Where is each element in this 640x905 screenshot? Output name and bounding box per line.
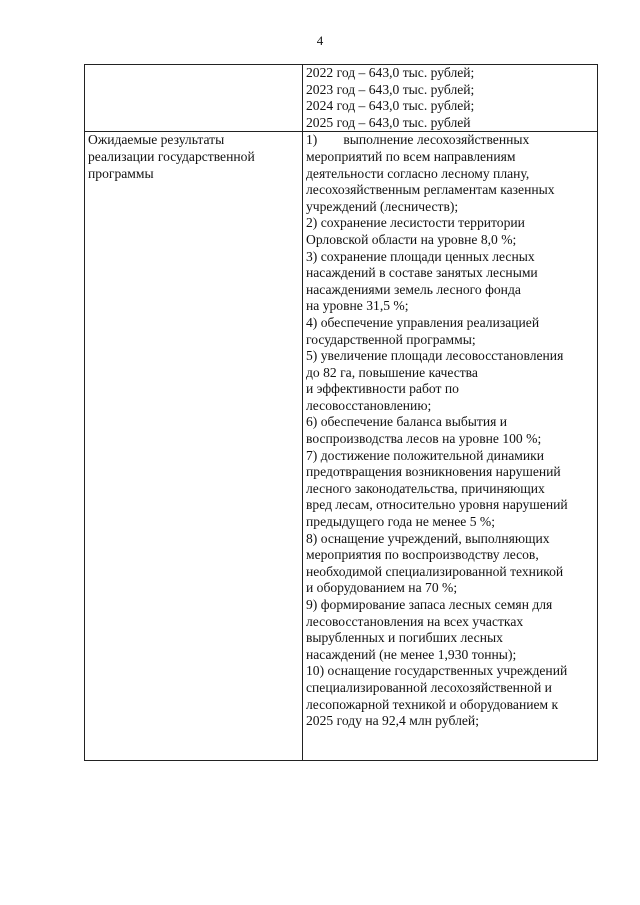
results-line: 9) формирование запаса лесных семян для	[306, 597, 553, 612]
results-item-1-number: 1)	[306, 132, 318, 148]
funding-line-2022: 2022 год – 643,0 тыс. рублей;	[306, 65, 475, 80]
results-line: необходимой специализированной техникой	[306, 563, 564, 579]
results-line: учреждений (лесничеств);	[306, 198, 459, 214]
funding-line-2025: 2025 год – 643,0 тыс. рублей	[306, 114, 471, 130]
page-number: 4	[316, 33, 324, 48]
results-line: 6) обеспечение баланса выбытия и	[306, 414, 508, 430]
funding-line-2024: 2024 год – 643,0 тыс. рублей;	[306, 98, 475, 114]
results-item-1-text: выполнение лесохозяйственных	[343, 132, 530, 148]
results-line: на уровне 31,5 %;	[306, 298, 409, 314]
results-line: насаждений в составе занятых лесными	[306, 265, 538, 281]
results-line: 4) обеспечение управления реализацией	[306, 314, 540, 330]
results-line: до 82 га, повышение качества	[306, 364, 478, 380]
results-line: специализированной лесохозяйственной и	[306, 679, 552, 695]
results-line: 7) достижение положительной динамики	[306, 447, 545, 463]
results-line: и эффективности работ по	[306, 381, 459, 397]
results-line: мероприятия по воспроизводству лесов,	[306, 547, 539, 563]
results-label-line: Ожидаемые результаты	[88, 132, 225, 148]
table-row-funding	[85, 65, 598, 132]
results-line: насаждений (не менее 1,930 тонны);	[306, 646, 517, 662]
results-line: 2) сохранение лесистости территории	[306, 215, 525, 231]
results-value-cell	[303, 132, 598, 761]
results-line: 3) сохранение площади ценных лесных	[306, 248, 535, 264]
results-line: лесного законодательства, причиняющих	[306, 480, 545, 496]
results-line: лесохозяйственным регламентам казенных	[306, 182, 555, 198]
results-label-cell	[85, 132, 303, 761]
funding-value-cell	[303, 65, 598, 132]
results-line: лесопожарной техникой и оборудованием к	[306, 696, 559, 712]
results-line: предотвращения возникновения нарушений	[306, 464, 561, 480]
results-line: государственной программы;	[306, 331, 476, 347]
program-passport-table	[84, 64, 598, 761]
results-line: лесовосстановлению;	[306, 397, 432, 413]
results-line: Орловской области на уровне 8,0 %;	[306, 231, 517, 247]
funding-label-cell	[85, 65, 303, 132]
results-line: насаждениями земель лесного фонда	[306, 281, 521, 297]
funding-line-2023: 2023 год – 643,0 тыс. рублей;	[306, 81, 475, 97]
results-lines	[306, 149, 595, 730]
results-line: вред лесам, относительно уровня нарушений	[306, 497, 568, 513]
results-line: 5) увеличение площади лесовосстановления	[306, 348, 564, 364]
results-line: 10) оснащение государственных учреждений	[306, 663, 568, 679]
results-line: 2025 году на 92,4 млн рублей;	[306, 713, 479, 729]
results-label-line: реализации государственной	[88, 148, 255, 164]
results-line: и оборудованием на 70 %;	[306, 580, 458, 596]
results-label-line: программы	[88, 165, 154, 181]
results-line: предыдущего года не менее 5 %;	[306, 514, 495, 530]
results-line: вырубленных и погибших лесных	[306, 630, 503, 646]
results-line: деятельности согласно лесному плану,	[306, 165, 530, 181]
results-line: мероприятий по всем направлениям	[306, 148, 516, 164]
results-line: воспроизводства лесов на уровне 100 %;	[306, 431, 542, 447]
results-item-1-first-line	[306, 132, 595, 149]
table-row-results	[85, 132, 598, 761]
results-line: 8) оснащение учреждений, выполняющих	[306, 530, 550, 546]
results-line: лесовосстановления на всех участках	[306, 613, 524, 629]
